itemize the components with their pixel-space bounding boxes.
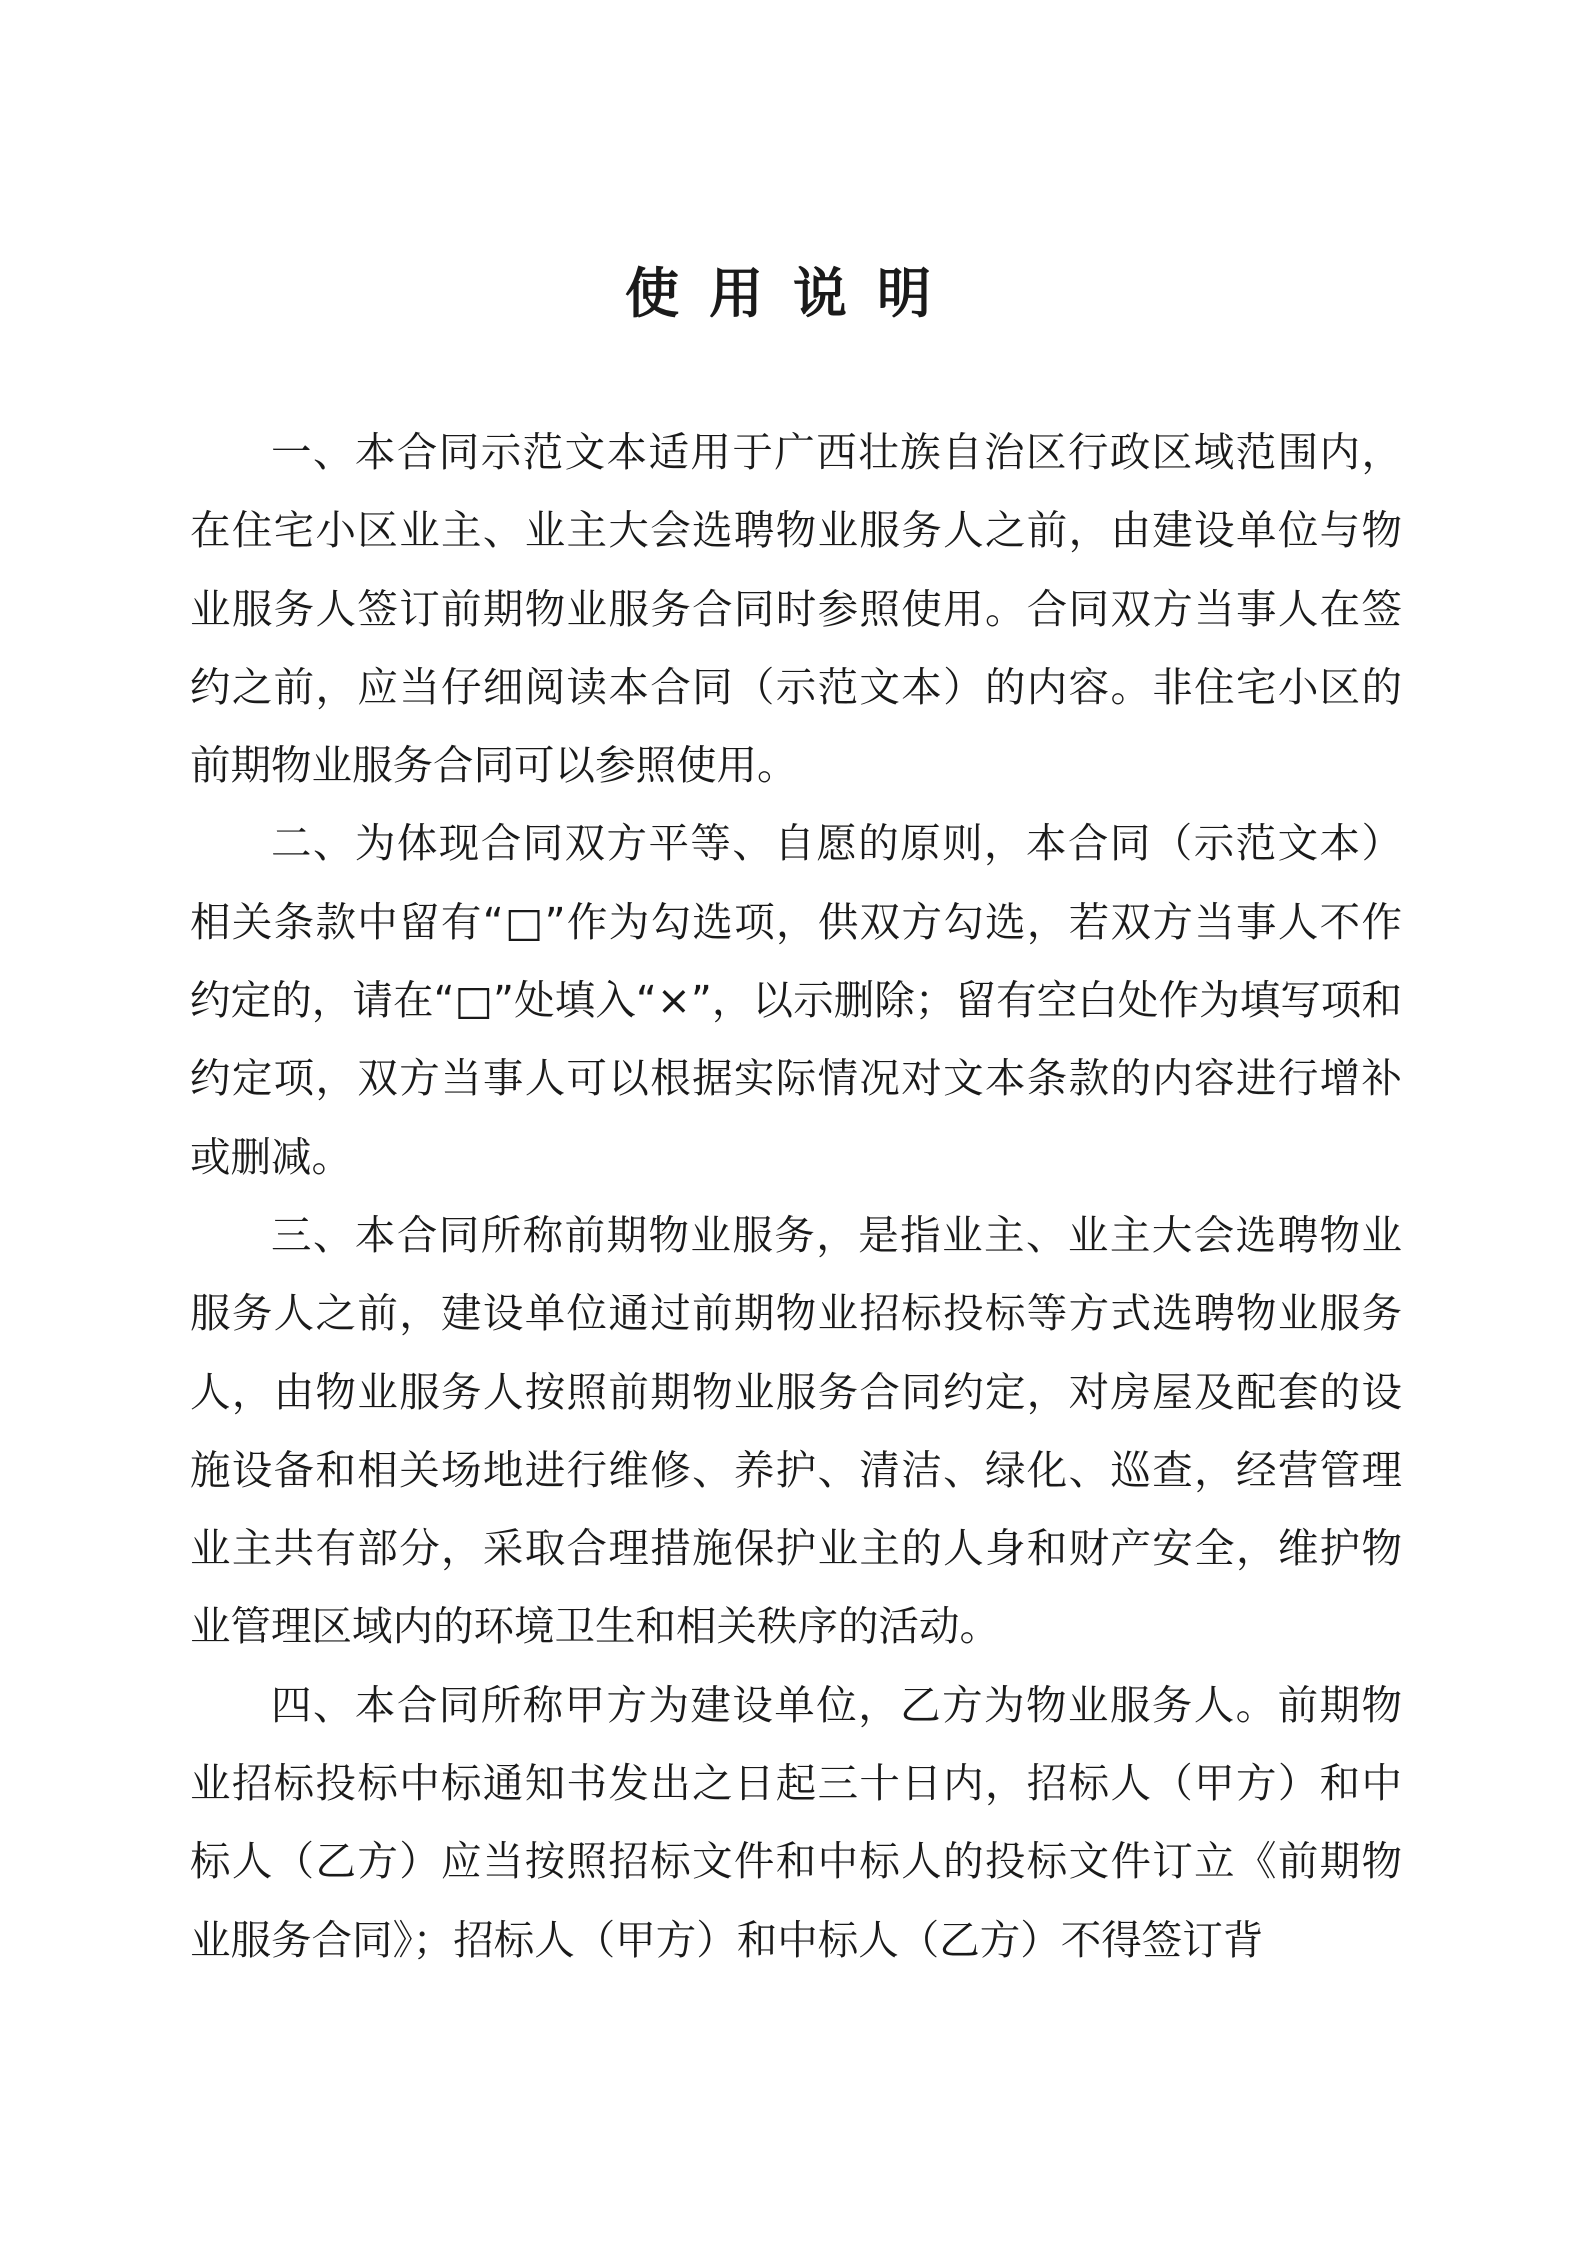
paragraph-3: 三、本合同所称前期物业服务，是指业主、业主大会选聘物业服务人之前，建设单位通过前期物业招标投标等方式选聘物业服务人，由物业服务人按照前期物业服务合同约定，对房屋及配套的设施设备和相关场地进行维修、养护、清洁、绿化、巡查，经营管理业主共有部分，采取合理措施保护业主的人身和财产安全，维护物业管理区域内的环境卫生和相关秩序的活动。 [190, 1210, 1402, 1651]
paragraph-4: 四、本合同所称甲方为建设单位，乙方为物业服务人。前期物业招标投标中标通知书发出之日起三十日内，招标人（甲方）和中标人（乙方）应当按照招标文件和中标人的投标文件订立《前期物业服务合同》；招标人（甲方）和中标人（乙方）不得签订背 [190, 1680, 1402, 1964]
page-title: 使用说明 [625, 262, 961, 325]
paragraph-2: 二、为体现合同双方平等、自愿的原则，本合同（示范文本）相关条款中留有“□”作为勾选项，供双方勾选，若双方当事人不作约定的，请在“□”处填入“×”，以示删除；留有空白处作为填写项和约定项，双方当事人可以根据实际情况对文本条款的内容进行增补或删减。 [190, 819, 1402, 1181]
paragraph-1: 一、本合同示范文本适用于广西壮族自治区行政区域范围内，在住宅小区业主、业主大会选聘物业服务人之前，由建设单位与物业服务人签订前期物业服务合同时参照使用。合同双方当事人在签约之前，应当仔细阅读本合同（示范文本）的内容。非住宅小区的前期物业服务合同可以参照使用。 [190, 428, 1402, 790]
document-body [190, 413, 1402, 1979]
